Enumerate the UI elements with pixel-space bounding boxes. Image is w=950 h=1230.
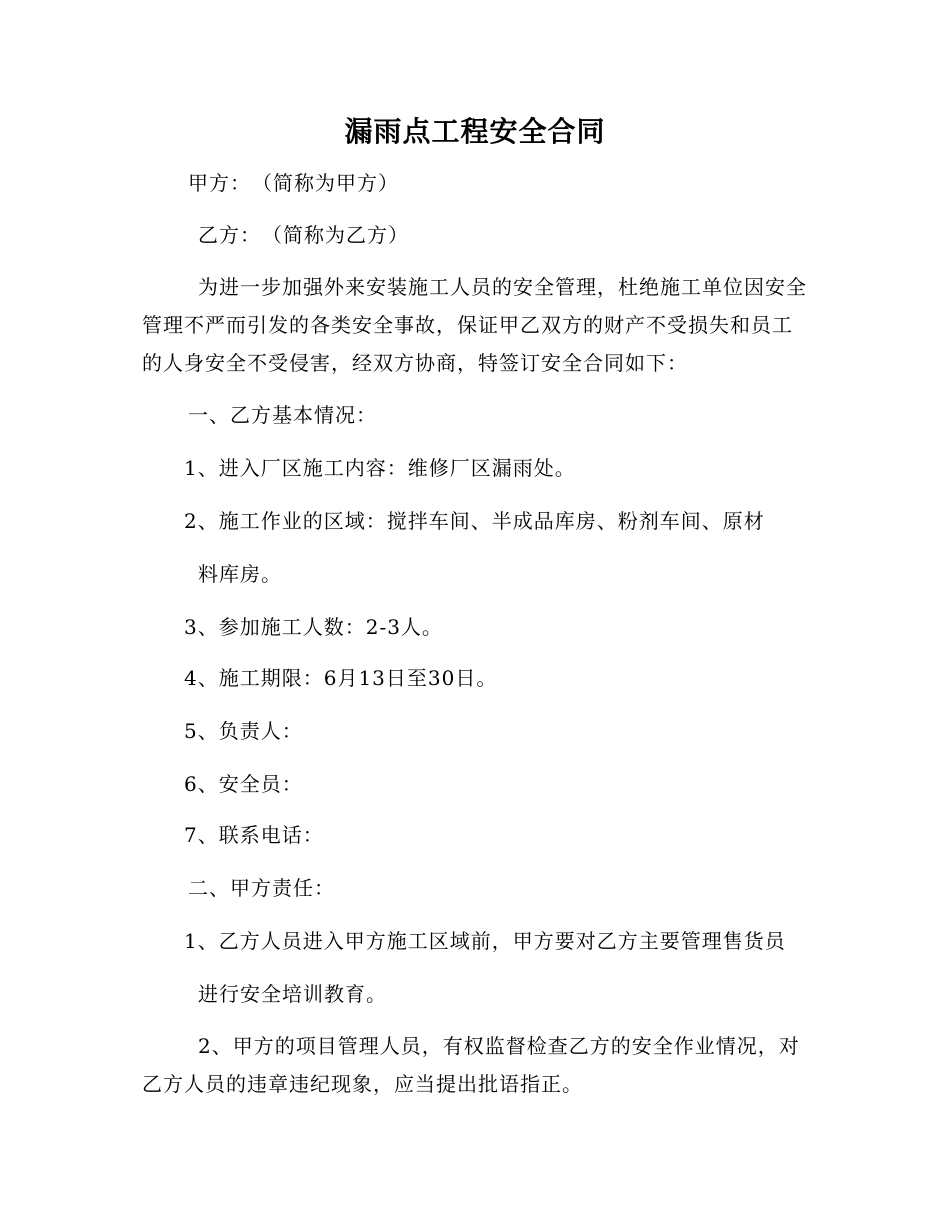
- section1-item-2-continued: 料库房。: [198, 562, 282, 586]
- party-a-line: 甲方： （简称为甲方）: [188, 171, 399, 195]
- section1-item-4: 4、施工期限：6月13日至30日。: [184, 666, 498, 690]
- section1-item-7: 7、联系电话：: [184, 823, 324, 847]
- section2-item-1-continued: 进行安全培训教育。: [198, 982, 387, 1006]
- section1-item-3: 3、参加施工人数：2-3人。: [184, 615, 443, 639]
- party-b-line: 乙方： （简称为乙方）: [198, 223, 409, 247]
- section2-item-1: 1、乙方人员进入甲方施工区域前，甲方要对乙方主要管理售货员: [184, 929, 786, 953]
- section2-heading: 二、甲方责任：: [188, 876, 335, 900]
- section1-item-5: 5、负责人：: [184, 719, 303, 743]
- section1-item-1: 1、进入厂区施工内容：维修厂区漏雨处。: [184, 456, 576, 480]
- intro-paragraph: 为进一步加强外来安装施工人员的安全管理，杜绝施工单位因安全管理不严而引发的各类安全事故，保证甲乙双方的财产不受损失和员工的人身安全不受侵害，经双方协商，特签订安全合同如下：: [142, 275, 807, 375]
- section1-heading: 一、乙方基本情况：: [188, 403, 377, 427]
- document-title: 漏雨点工程安全合同: [344, 115, 606, 148]
- section1-item-6: 6、安全员：: [184, 772, 303, 796]
- section2-item-2: 2、甲方的项目管理人员，有权监督检查乙方的安全作业情况，对乙方人员的违章违纪现象，应当提出批语指正。: [142, 1034, 800, 1096]
- section1-item-2: 2、施工作业的区域：搅拌车间、半成品库房、粉剂车间、原材: [184, 509, 765, 533]
